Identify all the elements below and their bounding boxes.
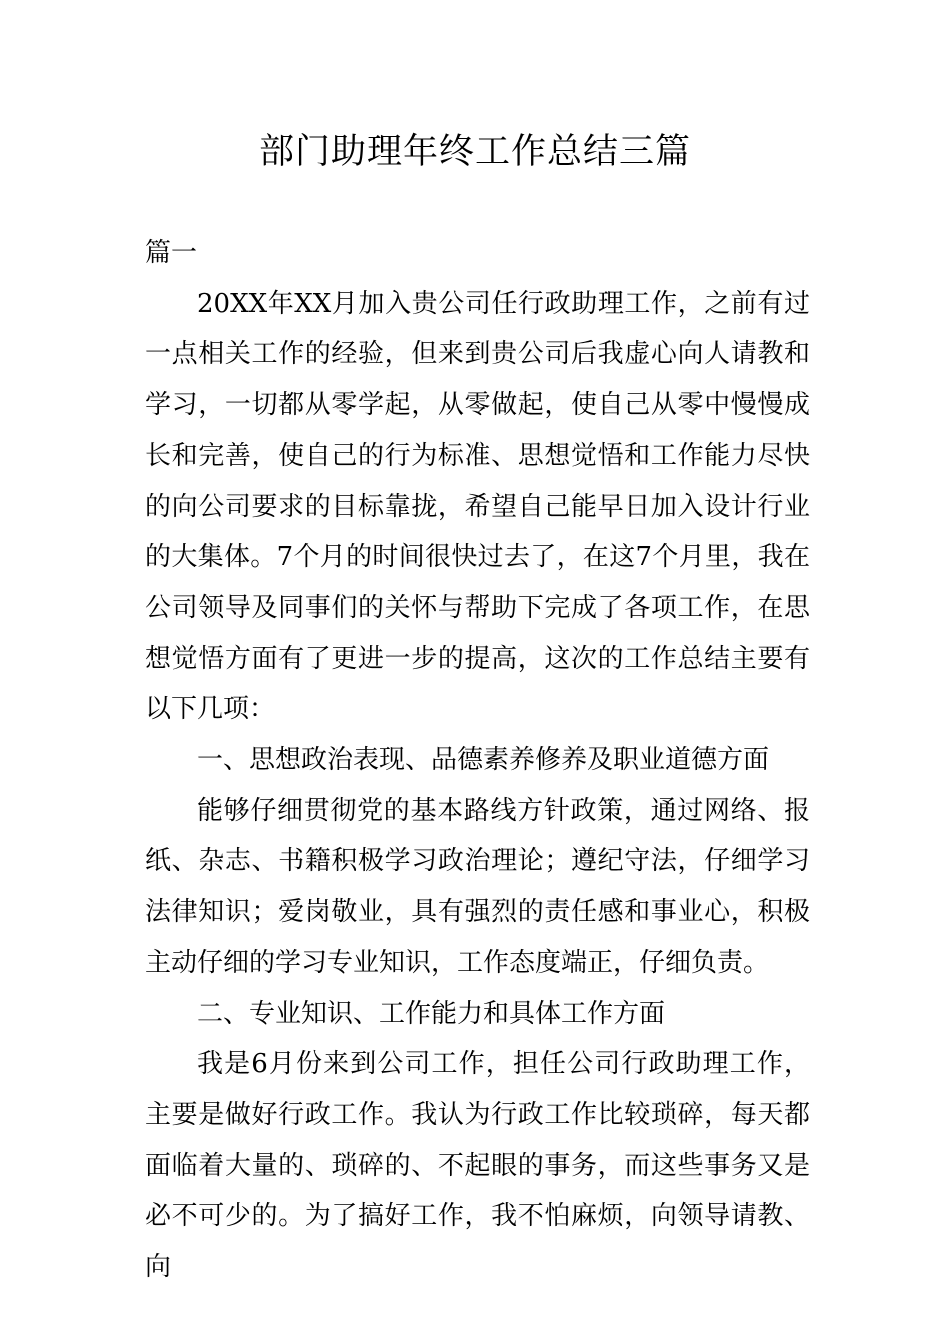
paragraph-intro: 20XX年XX月加入贵公司任行政助理工作，之前有过一点相关工作的经验，但来到贵公司后我虚心向人请教和学习，一切都从零学起，从零做起，使自己从零中慢慢成长和完善，使自己的行为标准、思想觉悟和工作能力尽快的向公司要求的目标靠拢，希望自己能早日加入设计行业的大集体。7个月的时间很快过去了，在这7个月里，我在公司领导及同事们的关怀与帮助下完成了各项工作，在思想觉悟方面有了更进一步的提高，这次的工作总结主要有以下几项： (145, 288, 810, 725)
document-body (145, 228, 810, 1293)
paragraph-section-one: 能够仔细贯彻党的基本路线方针政策，通过网络、报纸、杂志、书籍积极学习政治理论；遵纪守法，仔细学习法律知识；爱岗敬业，具有强烈的责任感和事业心，积极主动仔细的学习专业知识，工作态度端正，仔细负责。 (145, 795, 810, 978)
heading-section-one: 一、思想政治表现、品德素养修养及职业道德方面 (197, 745, 770, 776)
heading-section-two: 二、专业知识、工作能力和具体工作方面 (197, 998, 666, 1029)
section-label: 篇一 (145, 238, 198, 268)
paragraph-section-two: 我是6月份来到公司工作，担任公司行政助理工作，主要是做好行政工作。我认为行政工作比较琐碎，每天都面临着大量的、琐碎的、不起眼的事务，而这些事务又是必不可少的。为了搞好工作，我不怕麻烦，向领导请教、向 (145, 1049, 810, 1283)
document-title: 部门助理年终工作总结三篇 (258, 132, 691, 172)
